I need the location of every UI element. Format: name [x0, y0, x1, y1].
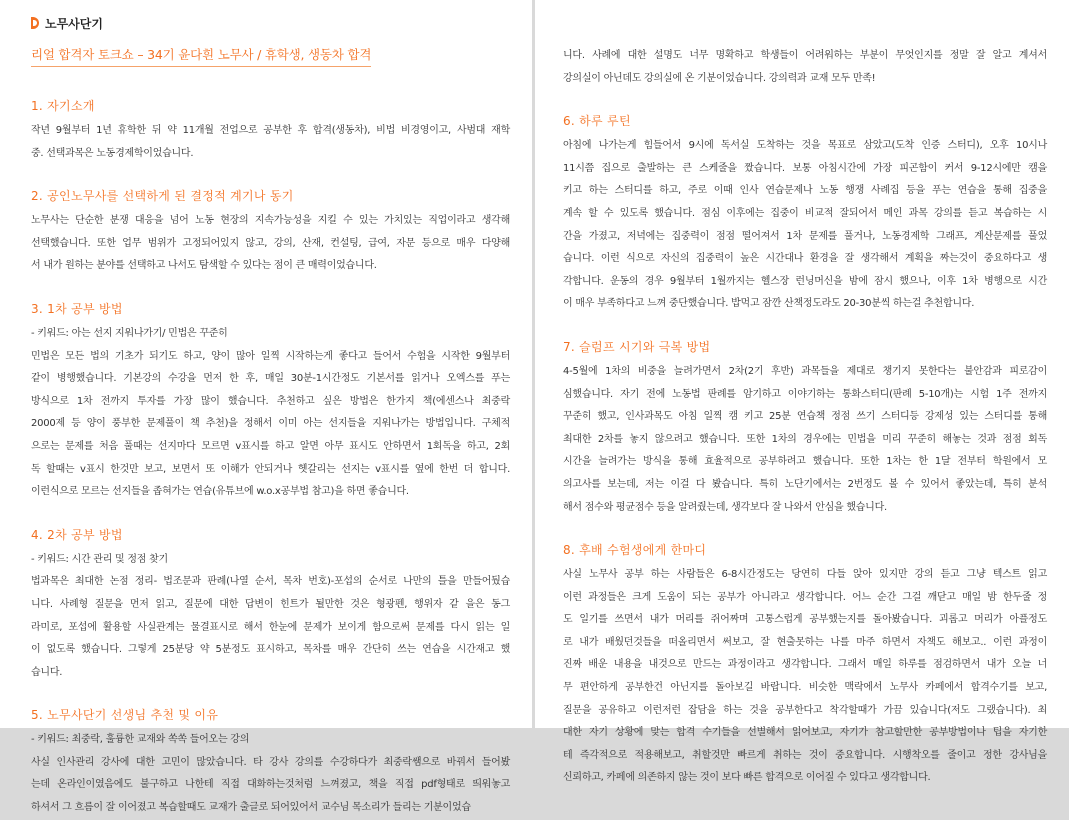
section — [563, 112, 1047, 316]
logo — [31, 12, 510, 34]
body-line: 테 즉각적으로 적용해보고, 취할것만 빠르게 취하는 것이 중요합니다. 시행착오를 줄이고 정한 강사님을 — [563, 749, 1047, 761]
body-line: 이런식으로 모르는 선지들을 좁혀가는 연습(유튜브에 w.o.x공부법 참고)을 하면 좋습니다. — [31, 486, 409, 498]
body-line: 이 매우 부족하다고 느껴 중단했습니다. 밥먹고 잠깐 산책정도라도 20-30분씩 하는걸 추천합니다. — [563, 298, 975, 310]
body-line: 질문을 공유하고 이런저런 잡담을 하는 것을 공부한다고 착각할때가 가끔 있습니다(저도 그랬습니다). 최 — [563, 704, 1047, 716]
body-line: - 키워드: 아는 선지 지워나가기/ 민법은 꾸준히 — [31, 327, 228, 339]
body-line: 11시쯤 집으로 출발하는 큰 스케줄을 짰습니다. 보통 아침시간에 가장 피곤함이 커서 9-12시에만 캠을 — [563, 162, 1047, 174]
section — [563, 541, 1047, 790]
section-title: 1. 자기소개 — [31, 99, 95, 113]
body-line: 하셔서 그 흐름이 잘 이어졌고 복습할때도 교재가 출글로 되어있어서 교수님 목소리가 들리는 기분이었습 — [31, 802, 471, 814]
body-line: 강의실이 아닌데도 강의실에 온 기분이었습니다. 강의력과 교재 모두 만족! — [563, 72, 876, 84]
section — [31, 187, 510, 278]
body-line: 습니다. — [31, 666, 63, 678]
body-line: 간을 가졌고, 저녁에는 집중력이 점점 떨어져서 1차 문제를 풀거나, 노동경제학 그래프, 계산문제를 풀었 — [563, 230, 1047, 242]
body-line: 니다. 사례에 대한 설명도 너무 명확하고 학생들이 어려워하는 부분이 무엇인지를 정말 잘 알고 계셔서 — [563, 50, 1047, 61]
body-line: 계속 할 수 있도록 했습니다. 점심 이후에는 집중이 비교적 잘되어서 메인 과목 강의를 듣고 복습하는 시 — [563, 207, 1047, 219]
section-title: 2. 공인노무사를 선택하게 된 결정적 계기나 동기 — [31, 189, 294, 204]
section-title: 6. 하루 루틴 — [563, 114, 631, 129]
body-line: 라미로, 포섭에 활용할 사실관계는 물결표시로 해서 한눈에 문제가 보이게 함으로써 문제를 다시 읽는 일 — [31, 621, 510, 633]
body-line: 방식으로 1차 전까지 투자를 가장 많이 했습니다. 추천하고 싶은 방법은 한가지 책(에센스나 최중락 — [31, 395, 510, 407]
body-line: 도 일기를 쓰면서 내가 머리를 쥐어짜며 고통스럽게 공부했는지를 돌아봤습니다. 괴롭고 머리가 아플정도 — [563, 614, 1047, 626]
section — [31, 300, 510, 504]
body-line: 4-5월에 1차의 비중을 늘려가면서 2차(2기 후반) 과목들을 제대로 챙기지 못한다는 불안감과 피로감이 — [563, 365, 1047, 377]
logo-mark-icon — [31, 17, 43, 29]
body-line: 민법은 모든 법의 기초가 되기도 하고, 양이 많아 일찍 시작하는게 좋다고 들어서 수험을 시작한 9월부터 — [31, 350, 510, 362]
section — [563, 338, 1047, 519]
body-line: 니다. 사례형 질문을 먼저 읽고, 질문에 대한 답변이 힌트가 될만한 것은 형광펜, 행위자 같 을은 동그 — [31, 598, 510, 610]
section-title: 4. 2차 공부 방법 — [31, 527, 123, 542]
body-line: 신뢰하고, 카페에 의존하지 않는 것이 보다 빠른 합격으로 이어질 수 있다고 생각합니다. — [563, 772, 931, 784]
right-intro — [563, 45, 1047, 90]
body-line: 독 할때는 v표시 한것만 보고, 보면서 또 이해가 안되거나 헷갈리는 선지는 v표시를 옆에 한번 더 합니다. — [31, 463, 510, 475]
logo-text: 노무사단기 — [45, 16, 103, 31]
body-line: 선택했습니다. 또한 업무 범위가 고정되어있지 않고, 강의, 산재, 컨설팅, 급여, 자문 등으로 매우 다양해 — [31, 237, 510, 249]
body-line: 무 편안하게 공부한건 아닌지를 돌아보길 바랍니다. 비슷한 맥락에서 노무사 카페에서 합격수기를 보고, — [563, 682, 1047, 694]
body-line: 최대한 2차를 놓지 않으려고 했습니다. 또한 1차의 경우에는 민법을 미리 꾸준히 해놓는 것과 점점 회독 — [563, 433, 1047, 445]
body-line: 심했습니다. 자기 전에 노동법 판례를 암기하고 이야기하는 통화스터디(판례 5-10개)는 시험 1주 전까지 — [563, 388, 1047, 400]
body-line: 사실 노무사 공부 하는 사람들은 6-8시간정도는 당연히 다들 앉아 있지만 강의 듣고 그냥 텍스트 읽고 — [563, 569, 1047, 581]
body-line: 로 내가 배웠던것들을 떠올리면서 써보고, 잘 현출못하는 나를 마주 하면서 자책도 해보고.. 이런 과정이 — [563, 636, 1047, 648]
body-line: 해서 점수와 평균점수 등을 알려줬는데, 생각보다 잘 나와서 안심을 했습니다. — [563, 501, 887, 513]
body-line: 이런 과정들은 크게 도움이 되는 공부가 아니라고 생각합니다. 어느 순간 그걸 깨닫고 매일 밤 한두줄 정 — [563, 591, 1047, 603]
body-line: 으로는 문제를 처음 풀때는 선지마다 모르면 v표시를 하고 알면 아무 표시도 안하면서 1회독을 하고, 2회 — [31, 440, 510, 452]
body-line: 습니다. 이런 식으로 자신의 집중력이 높은 시간대나 환경을 잘 생각해서 계획을 짜는것이 중요하다고 생 — [563, 253, 1047, 265]
body-line: 노무사는 단순한 분쟁 대응을 넘어 노동 현장의 지속가능성을 지킬 수 있는 가치있는 직업이라고 생각해 — [31, 215, 510, 227]
body-line: 서 내가 원하는 분야를 선택하고 나서도 탐색할 수 있다는 점이 큰 매력이었습니다. — [31, 260, 377, 272]
left-page — [0, 0, 532, 814]
body-line: 대한 자기 상황에 맞는 합격 수기들을 선별해서 읽어보고, 자기가 참고할만한 공부방법이나 팁을 자기한 — [563, 727, 1047, 739]
body-line: 2000제 등 양이 풍부한 문제풀이 책 추천)을 정해서 이미 아는 선지들을 지워나가는 방법입니다. 구체적 — [31, 418, 510, 430]
section-title: 3. 1차 공부 방법 — [31, 301, 123, 316]
section-title: 5. 노무사단기 선생님 추천 및 이유 — [31, 708, 219, 723]
body-line: 법과목은 최대한 논점 정리- 법조문과 판례(나열 순서, 목차 번호)-포섭의 순서로 나만의 틀을 만들어뒀습 — [31, 576, 510, 588]
body-line: 사실 인사관리 강사에 대한 고민이 많았습니다. 타 강사 강의를 수강하다가 최중락쌤으로 바꿔서 들어봤 — [31, 756, 510, 768]
document-title: 리얼 합격자 토크쇼 – 34기 윤다흰 노무사 / 휴학생, 생동차 합격 — [31, 45, 371, 67]
body-line: - 키워드: 시간 관리 및 정점 찾기 — [31, 553, 168, 565]
body-line: 는데 온라인이였음에도 불구하고 나한테 직접 대화하는것처럼 느껴졌고, 책을 직접 pdf형태로 띄워놓고 — [31, 779, 510, 791]
section — [31, 526, 510, 685]
body-line: 키고 하는 스터디를 하고, 주로 이때 인사 연습문제나 노동 행쟁 사례집 등을 푸는 연습을 통해 집중을 — [563, 185, 1047, 197]
body-line: 중. 선택과목은 노동경제학이었습니다. — [31, 147, 194, 159]
right-sections — [563, 112, 1047, 790]
body-line: 각합니다. 운동의 경우 9월부터 1월까지는 헬스장 런닝머신을 밤에 잠시 했으나, 이후 1차 병행으로 시간 — [563, 275, 1047, 287]
section-title: 8. 후배 수험생에게 한마디 — [563, 543, 707, 558]
left-sections — [31, 97, 510, 820]
section-title: 7. 슬럼프 시기와 극복 방법 — [563, 339, 711, 354]
body-line: 아침에 나가는게 힘들어서 9시에 독서실 도착하는 것을 목표로 삼았고(도착 인증 스터디), 오후 10시나 — [563, 140, 1047, 152]
body-line: 같이 병행했습니다. 기본강의 수강을 먼저 한 후, 매일 30분-1시간정도 기본서를 읽거나 오엑스를 푸는 — [31, 373, 510, 385]
body-line: - 키워드: 최중락, 훌륭한 교재와 쏙쏙 들어오는 강의 — [31, 734, 250, 746]
body-line: 시간을 늘려가는 방식을 통해 효율적으로 공부하려고 했습니다. 또한 1차는 한 1달 전부터 학원에서 모 — [563, 456, 1047, 468]
body-line: 이 없도록 했습니다. 그렇게 25분당 약 5분정도 표시하고, 목차를 매우 간단히 쓰는 연습을 시간재고 했 — [31, 644, 510, 656]
body-line: 진짜 배운 내용을 내것으로 만드는 과정이라고 생각합니다. 그래서 매일 하루를 점검하면서 내가 오늘 너 — [563, 659, 1047, 671]
body-line: 꾸준히 했고, 인사과목도 아침 일찍 캠 키고 25분 연습책 정점 쓰기 스터디등 강제성 있는 스터디를 통해 — [563, 411, 1047, 423]
section — [31, 97, 510, 165]
right-page — [535, 0, 1069, 784]
body-line: 의고사를 보는데, 저는 이걸 다 봤습니다. 특히 노단기에서는 2번정도 볼 수 있어서 좋았는데, 특히 분석 — [563, 478, 1047, 490]
section — [31, 706, 510, 819]
body-line: 작년 9월부터 1년 휴학한 뒤 약 11개월 전업으로 공부한 후 합격(생동차), 비법 비경영이고, 사범대 재학 — [31, 125, 510, 136]
